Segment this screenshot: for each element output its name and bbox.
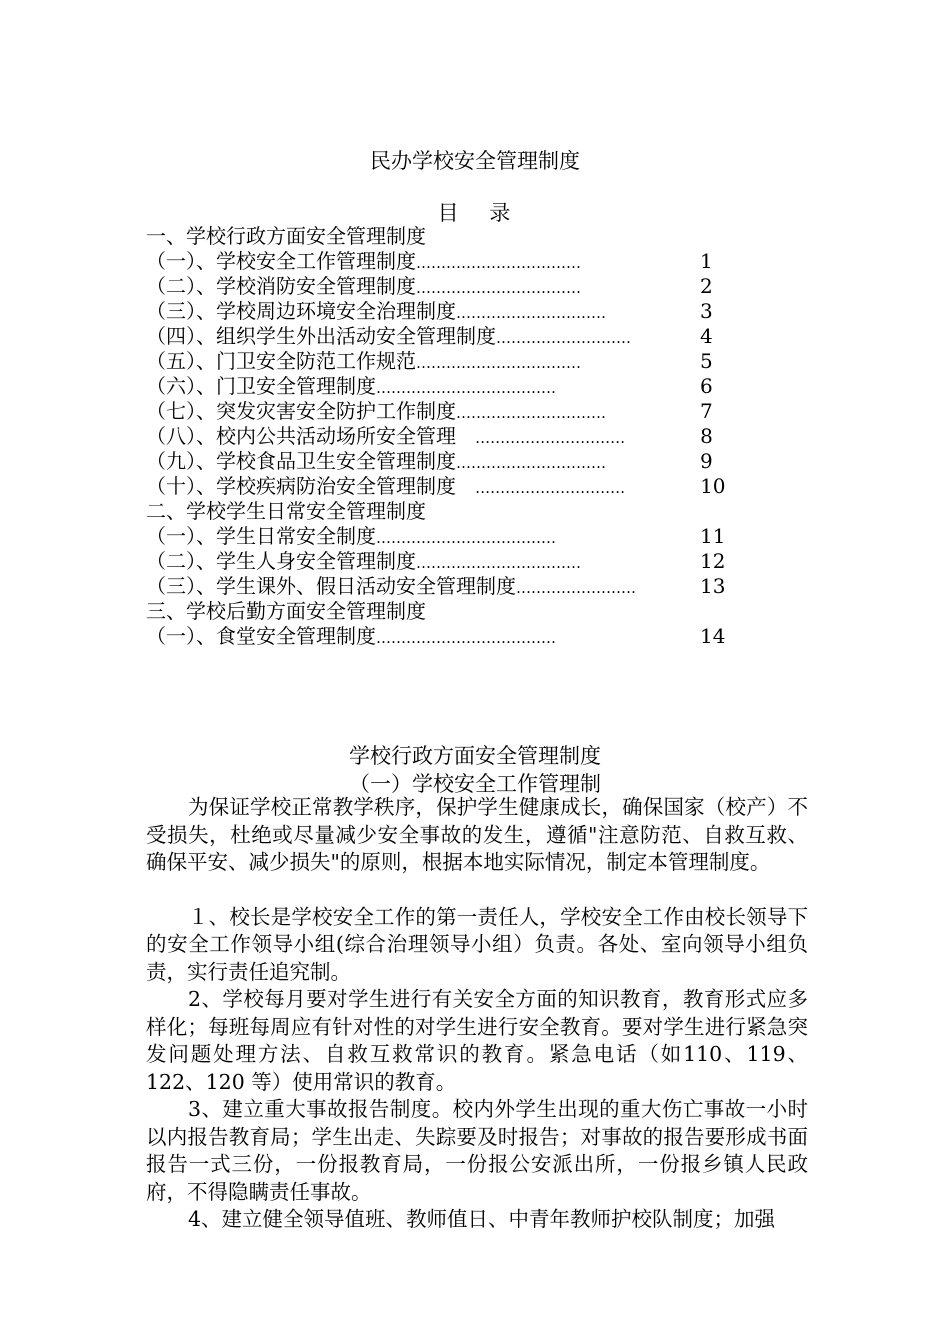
paragraph-3: 3、建立重大事故报告制度。校内外学生出现的重大伤亡事故一小时以内报告教育局；学生出走、失踪要及时报告；对事故的报告要形成书面报告一式三份，一份报教育局，一份报公安派出所，一份报乡镇人民政府，不得隐瞒责任事故。 <box>146 1097 808 1204</box>
toc-entry <box>146 274 746 299</box>
toc-section-heading <box>146 224 746 249</box>
toc-page-number: 9 <box>700 449 713 473</box>
toc-section-label: 二、学校学生日常安全管理制度 <box>146 499 426 523</box>
toc-entry-label: （二）、学生人身安全管理制度 <box>146 549 416 573</box>
toc-leader-dots: ………………………… <box>456 304 606 322</box>
table-of-contents <box>146 224 746 649</box>
body-text <box>146 794 808 1234</box>
toc-page-number: 7 <box>700 399 713 423</box>
toc-entry-label: （一）、学生日常安全制度 <box>146 524 376 548</box>
toc-leader-dots: …………………… <box>516 579 636 597</box>
paragraph-1: １、校长是学校安全工作的第一责任人，学校安全工作由校长领导下的安全工作领导小组(综合治理领导小组）负责。各处、室向领导小组负责，实行责任追究制。 <box>146 904 808 984</box>
toc-entry-label: （五）、门卫安全防范工作规范 <box>146 349 416 373</box>
toc-entry <box>146 399 746 424</box>
paragraph-4: 4、建立健全领导值班、教师值日、中青年教师护校队制度；加强 <box>188 1207 776 1231</box>
toc-page-number: 3 <box>700 299 713 323</box>
toc-entry <box>146 474 746 499</box>
toc-section-heading <box>146 599 746 624</box>
toc-leader-dots: ……………………………… <box>376 529 556 547</box>
toc-page-number: 10 <box>700 474 726 498</box>
toc-leader-dots: ……………………… <box>496 329 631 347</box>
toc-entry <box>146 349 746 374</box>
paragraph-intro: 为保证学校正常教学秩序，保护学生健康成长，确保国家（校产）不受损失，杜绝或尽量减少安全事故的发生，遵循"注意防范、自救互救、确保平安、减少损失"的原则，根据本地实际情况，制定本管理制度。 <box>146 795 808 874</box>
toc-entry-label: （八）、校内公共活动场所安全管理 <box>146 424 476 448</box>
toc-entry-label: （九）、学校食品卫生安全管理制度 <box>146 449 456 473</box>
section-title: 学校行政方面安全管理制度 <box>349 744 601 768</box>
toc-entry-label: （四）、组织学生外出活动安全管理制度 <box>146 324 496 348</box>
toc-leader-dots: …………………………… <box>416 254 581 272</box>
toc-section-label: 一、学校行政方面安全管理制度 <box>146 224 426 248</box>
toc-entry <box>146 574 746 599</box>
toc-leader-dots: …………………………… <box>416 554 581 572</box>
toc-section-heading <box>146 499 746 524</box>
toc-page-number: 4 <box>700 324 713 348</box>
toc-leader-dots: …………………………… <box>416 354 581 372</box>
toc-entry <box>146 324 746 349</box>
toc-heading: 目 录 <box>437 201 523 225</box>
toc-leader-dots: ……………………………… <box>376 379 556 397</box>
toc-page-number: 13 <box>700 574 726 598</box>
toc-leader-dots: ………………………… <box>475 429 626 447</box>
toc-page-number: 5 <box>700 349 713 373</box>
toc-entry-label: （七）、突发灾害安全防护工作制度 <box>146 399 456 423</box>
toc-leader-dots: ……………………………… <box>376 629 556 647</box>
toc-entry-label: （三）、学校周边环境安全治理制度 <box>146 299 456 323</box>
toc-page-number: 14 <box>700 624 726 648</box>
toc-leader-dots: ………………………… <box>475 479 626 497</box>
toc-entry <box>146 374 746 399</box>
toc-entry <box>146 424 746 449</box>
toc-entry-label: （一）、食堂安全管理制度 <box>146 624 376 648</box>
toc-entry <box>146 549 746 574</box>
toc-leader-dots: ………………………… <box>456 404 606 422</box>
toc-entry <box>146 449 746 474</box>
toc-entry-label: （三）、学生课外、假日活动安全管理制度 <box>146 574 516 598</box>
toc-page-number: 6 <box>700 374 713 398</box>
toc-page-number: 11 <box>700 524 726 548</box>
document-title: 民办学校安全管理制度 <box>370 149 580 173</box>
toc-entry <box>146 624 746 649</box>
toc-leader-dots: ………………………… <box>456 454 606 472</box>
toc-entry <box>146 524 746 549</box>
toc-page-number: 12 <box>700 549 726 573</box>
toc-page-number: 1 <box>700 249 713 273</box>
toc-page-number: 8 <box>700 424 713 448</box>
toc-entry <box>146 249 746 274</box>
toc-section-label: 三、学校后勤方面安全管理制度 <box>146 599 426 623</box>
subsection-title: （一）学校安全工作管理制 <box>349 772 601 796</box>
paragraph-2: 2、学校每月要对学生进行有关安全方面的知识教育，教育形式应多样化；每班每周应有针对性的对学生进行安全教育。要对学生进行紧急突发问题处理方法、自救互救常识的教育。紧急电话（如110、119、122、120 等）使用常识的教育。 <box>146 987 808 1094</box>
toc-entry <box>146 299 746 324</box>
toc-entry-label: （二）、学校消防安全管理制度 <box>146 274 416 298</box>
toc-entry-label: （一）、学校安全工作管理制度 <box>146 249 416 273</box>
toc-page-number: 2 <box>700 274 713 298</box>
toc-entry-label: （六）、门卫安全管理制度 <box>146 374 376 398</box>
toc-leader-dots: …………………………… <box>416 279 581 297</box>
toc-entry-label: （十）、学校疾病防治安全管理制度 <box>146 474 476 498</box>
